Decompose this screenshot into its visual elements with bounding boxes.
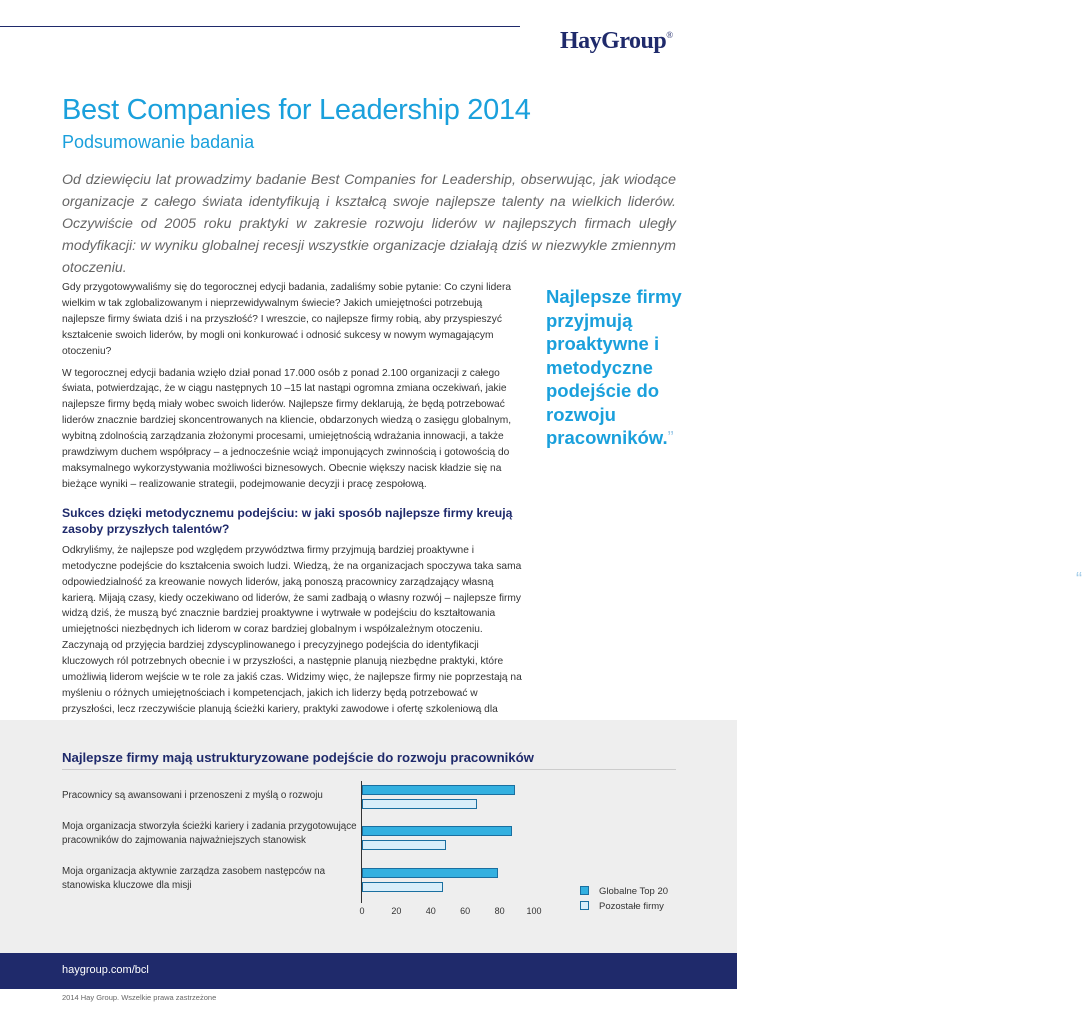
pull-quote (538, 285, 1082, 589)
chart-category-label-2: Moja organizacja stworzyła ścieżki kariery i zadania przygotowujące pracowników do zajmowania najważniejszych stanowisk (62, 821, 357, 846)
bar-others-category-3 (362, 882, 443, 892)
body-text (62, 280, 526, 740)
footer-bar (0, 953, 737, 989)
body-paragraph-2: W tegorocznej edycji badania wzięło dział ponad 17.000 osób z ponad 2.100 organizacji z całego świata, potwierdzając, że w ciągu następnych 10 –15 lat nastąpi ogromna zmiana oczekiwań, jakie najlepsze firmy będą miały wobec swoich liderów. Najlepsze firmy deklarują, że będą potrzebować liderów znacznie bardziej skoncentrowanych na kliencie, obdarzonych wiedzą o zasięgu globalnym, wybitną zdolnością zarządzania złożonymi procesami, umiejętnością wdrażania innowacji, a także prawdziwym duchem współpracy – a jednocześnie wciąż imponujących zwinnością i gotowością do maksymalnego wykorzystywania możliwości biznesowych. Obecnie większy nacisk kładzie się na bieżące wyniki – realizowanie strategii, podejmowanie decyzji i pracę zespołową. (62, 367, 512, 490)
x-tick-label: 0 (359, 906, 365, 916)
body-paragraph-3: Odkryliśmy, że najlepsze pod względem przywództwa firmy przyjmują bardziej proaktywne i metodyczne podejście do kształcenia swoich ludzi. Wiedzą, że na organizacjach spoczywa taka sama odpowiedzialność za kreowanie nowych liderów, jaką ponoszą pracownicy zarządzający własną karierą. Mijają czasy, kiedy oczekiwano od liderów, że sami zadbają o własny rozwój – najlepsze firmy widzą dziś, że muszą być znacznie bardziej proaktywne i wytrwałe w podejściu do kształtowania umiejętności niezbędnych ich liderom w coraz bardziej globalnym i współzależnym otoczeniu. Zaczynają od przyjęcia bardziej zdyscyplinowanego i precyzyjnego podejścia do identyfikacji kluczowych ról potrzebnych obecnie i w przyszłości, a następnie planują niezbędne praktyki, które umożliwią liderom wejście w te role za jakiś czas. Widzimy więc, że najlepsze firmy nie poprzestają na myśleniu o różnych umiejętnościach i kompetencjach, jakich ich liderzy będą potrzebować w przyszłości, lecz rzeczywiście planują ścieżki kariery, praktyki zawodowe i ofertę szkoleniową dla (62, 544, 522, 715)
body-paragraph-1: Gdy przygotowywaliśmy się do tegorocznej edycji badania, zadaliśmy sobie pytanie: Co czyni lidera wielkim w tak zglobalizowanym i nieprzewidywalnym świecie? Jakich umiejętności potrzebują najlepsze firmy świata dziś i na przyszłość? I wreszcie, co najlepsze firmy robią, aby przyspieszyć kształcenie swoich liderów, by mogli oni konkurować i odnosić sukcesy w nowym wymagającym otoczeniu? (62, 282, 512, 357)
legend-item-top20 (580, 886, 668, 897)
quote-open-mark: “ (1076, 569, 1082, 589)
page-subtitle: Podsumowanie badania (62, 132, 255, 152)
bar-top20-category-3 (362, 868, 498, 878)
bar-others-category-1 (362, 799, 477, 809)
legend-label-others: Pozostałe firmy (599, 901, 664, 912)
x-tick-label: 80 (494, 906, 505, 916)
registered-mark: ® (666, 30, 673, 40)
quote-text: Najlepsze firmy przyjmują proaktywne i metodyczne podejście do rozwoju pracowników. (546, 286, 682, 448)
haygroup-logo[interactable] (560, 28, 673, 55)
legend-swatch-top20 (580, 886, 589, 895)
logo-text: HayGroup (560, 28, 667, 54)
legend-label-top20: Globalne Top 20 (599, 886, 669, 897)
legend-swatch-others (580, 901, 589, 910)
intro-paragraph: Od dziewięciu lat prowadzimy badanie Best Companies for Leadership, obserwując, jak wiodące organizacje z całego świata identyfikują i kształcą swoje najlepsze talenty na wielkich liderów. Oczywiście od 2005 roku praktyki w zakresie rozwoju liderów w najlepszych firmach uległy modyfikacji: w wyniku globalnej recesji wszystkie organizacje działają dziś w niezwykle zmiennym otoczeniu. (62, 172, 676, 276)
chart-title-rule (62, 769, 676, 770)
x-tick-label: 100 (526, 906, 542, 916)
section-heading: Sukces dzięki metodycznemu podejściu: w jaki sposób najlepsze firmy kreują zasoby przyszłych talentów? (62, 505, 513, 536)
x-tick-label: 60 (460, 906, 471, 916)
chart-category-label-1: Pracownicy są awansowani i przenoszeni z myślą o rozwoju (62, 790, 323, 801)
chart-category-label-3: Moja organizacja aktywnie zarządza zasobem następców na stanowiska kluczowe dla misji (62, 866, 326, 891)
legend-item-others (580, 901, 664, 912)
footer-link[interactable]: haygroup.com/bcl (62, 964, 149, 976)
chart-title: Najlepsze firmy mają ustrukturyzowane podejście do rozwoju pracowników (62, 750, 534, 765)
header-rule (0, 26, 520, 27)
bar-others-category-2 (362, 840, 446, 850)
quote-close-mark: ” (667, 428, 674, 448)
bar-top20-category-2 (362, 826, 512, 836)
x-tick-label: 40 (425, 906, 436, 916)
x-tick-label: 20 (391, 906, 402, 916)
page-title: Best Companies for Leadership 2014 (62, 94, 531, 126)
bar-top20-category-1 (362, 785, 515, 795)
copyright-text: 2014 Hay Group. Wszelkie prawa zastrzeżone (62, 993, 217, 1002)
